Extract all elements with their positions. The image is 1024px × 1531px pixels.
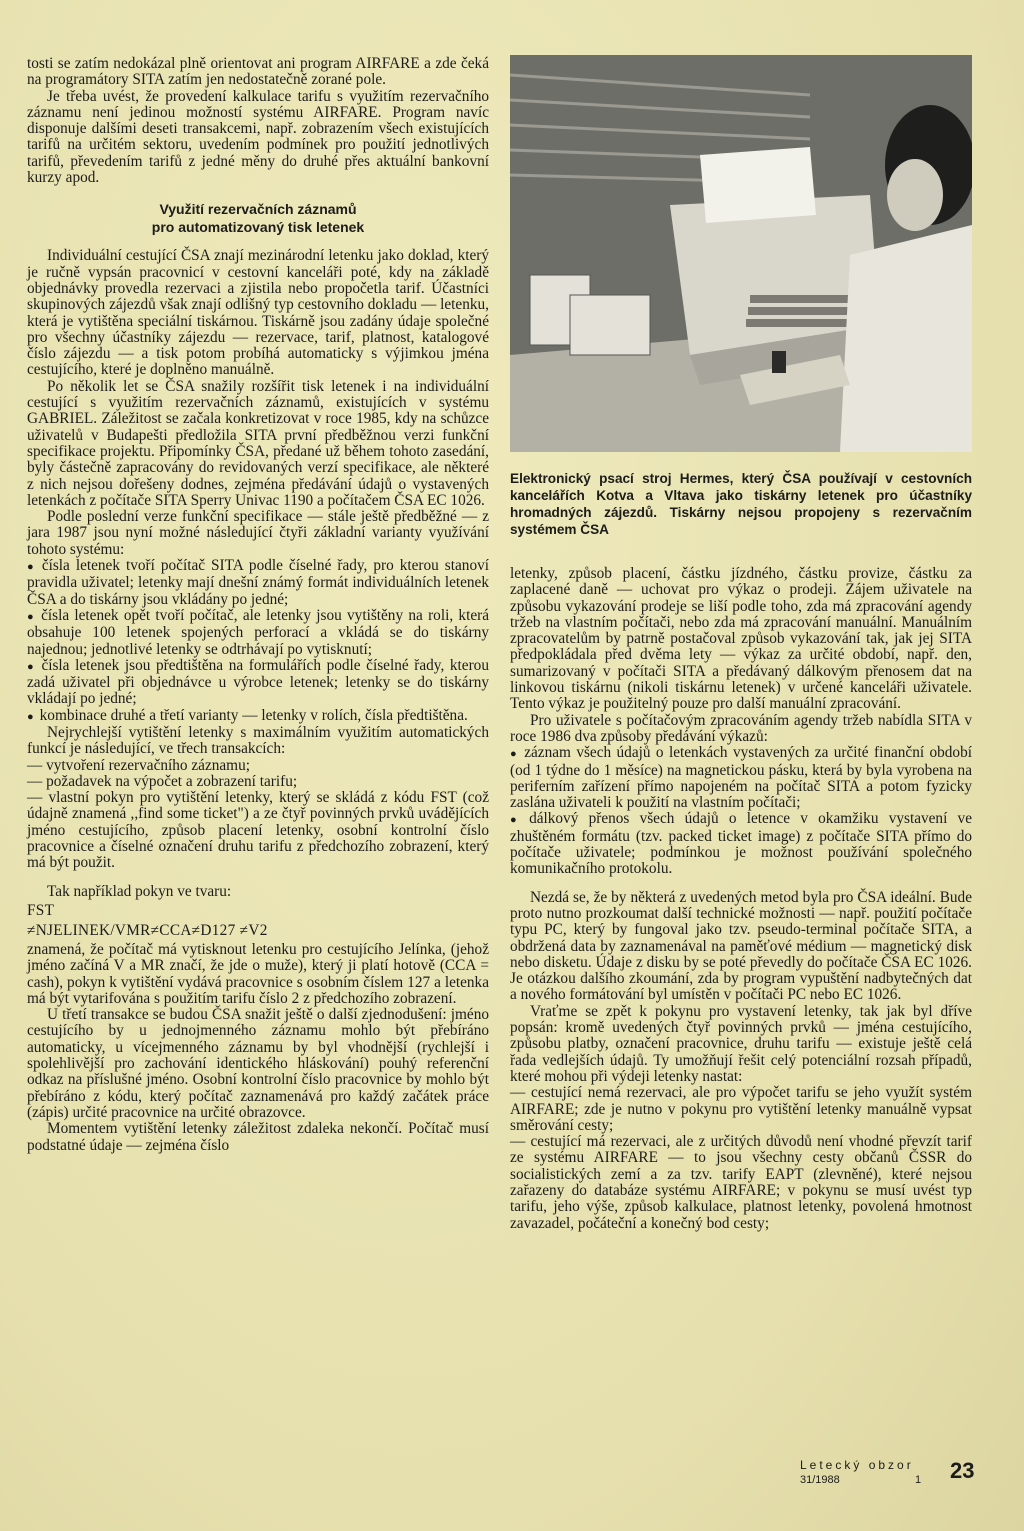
heading-line-2: pro automatizovaný tisk letenek (151, 219, 365, 236)
bullet-item (27, 558, 489, 608)
bullet-icon: ● (27, 710, 34, 723)
paragraph: U třetí transakce se budou ČSA snažit ještě o další zjednodušení: jméno cestujícího by u jednojmenného záznamu mohlo být přebíráno automaticky, u vícejmenného záznamu by byl vhodnější (rychlejší i spolehlivější pro zachování identického hláskování) pouhý referenční odkaz na příslušné jméno. Osobní kontrolní číslo pracovnice by mohlo být přebíráno z kódu, který počítač zaznamenává pro každý začátek práce (zápis) určité pracovnice na určité obrazovce. (27, 1006, 489, 1121)
photo-illustration (510, 55, 972, 452)
paragraph: Po několik let se ČSA snažily rozšířit tisk letenek i na individuální cestující s využitím rezervačních záznamů, existujících v systému GABRIEL. Záležitost se začala konkretizovat v roce 1985, kdy na schůzce uživatelů v Budapešti předložila SITA první předběžnou verzi funkční specifikace projektu. Připomínky ČSA, předané už během tohoto zasedání, byly částečně zapracovány do revidovaných verzí specifikace, ale některé z nich nejsou dořešeny dodnes, zejména předávání údajů o vystavených letenkách z počítače SITA Sperry Univac 1190 a počítačem ČSA EC 1026. (27, 377, 489, 509)
page-number: 23 (950, 1458, 975, 1483)
issue-label: 31/1988 (800, 1474, 840, 1486)
dash-item: — požadavek na výpočet a zobrazení tarifu; (27, 772, 298, 790)
paragraph: Pro uživatele s počítačovým zpracováním agendy tržeb nabídla SITA v roce 1986 dva způsoby předávání výkazů: (510, 711, 972, 745)
dash-item: — vytvoření rezervačního záznamu; (27, 756, 250, 774)
issue-number: 1 (915, 1474, 922, 1486)
intro-paragraph: tosti se zatím nedokázal plně orientovat ani program AIRFARE a zde čeká na programátory SITA zatím jen nedostatečně zorané pole. (27, 55, 489, 89)
bullet-icon: ● (27, 660, 36, 673)
paragraph: letenky, způsob placení, částku jízdného, částku provize, částku za zaplacené daně — uchovat pro výkaz o prodeji. Zájem uživatele na způsobu vykazování prodeje se liší podle toho, zda má zpracování agendy tržeb na vlastním počítači, nebo zda má zpracování manuální. Manuálním zpracovatelům by patrně postačoval způsob vykazování tak, jak jej SITA předpokládala před dvěma lety — výkaz za určité období, např. den, sumarizovaný v počítači SITA a předávaný dálkovým přenosem dat na linkovou tiskárnu (nikoli tiskárnu letenek) v určené kanceláři uživatele. Tento výkaz je použitelný pouze pro další manuální zpracování. (510, 565, 972, 713)
paragraph: Nejrychlejší vytištění letenky s maximálním využitím automatických funkcí je následující, ve třech transakcích: (27, 723, 489, 758)
left-column (27, 56, 489, 1154)
bullet-text: čísla letenek opět tvoří počítač, ale letenky jsou vytištěny na roli, která obsahuje 100 letenek spojených perforací a vkládá se do tiskárny najednou; jednotlivé letenky se odtrhávají po vytisknutí; (27, 606, 489, 658)
paragraph: znamená, že počítač má vytisknout letenku pro cestujícího Jelínka, (jehož jméno začíná V a MR značí, že jde o muže), který ji platí hotově (CCA = cash), pokyn k vytištění vydává pracovnice s osobním číslem 127 a letenka má být vytarifována s použitím tarifu číslo 2 z předchozího zobrazení. (27, 940, 489, 1007)
paragraph: Nezdá se, že by některá z uvedených metod byla pro ČSA ideální. Bude proto nutno prozkoumat další technické možnosti — např. použití počítače typu PC, který by fungoval jako tzv. pseudo-terminal počítače SITA, a obdržená data by zaznamenával na paměťové médium — magnetický disk nebo disketu. Údaje z disku by se poté převedly do počítače ČSA EC 1026. Je otázkou dalšího zkoumání, zda by program vypuštění nadbytečných dat a nového formátování byl umístěn v počítači PC nebo EC 1026. (510, 888, 972, 1004)
dash-item: — cestující má rezervaci, ale z určitých důvodů není vhodné převzít tarif ze systému AIRFARE — to jsou všechny cesty občanů ČSSR do socialistických zemí a za tzv. tarify EAPT (zlevněné), které nejsou zařazeny do databáze systému AIRFARE; v pokynu se musí uvést typ tarifu, jeho výše, způsob kalkulace, platnost letenky, povolená hmotnost zavazadel, počáteční a konečný bod cesty; (510, 1133, 972, 1232)
photo-caption: Elektronický psací stroj Hermes, který ČSA používají v cestovních kancelářích Kotva a Vltava jako tiskárny letenek pro účastníky hromadných zájezdů. Tiskárny nejsou propojeny s rezervačním systémem ČSA (510, 471, 972, 537)
command-line-1: FST (27, 901, 55, 919)
paragraph: Momentem vytištění letenky záležitost zdaleka nekončí. Počítač musí podstatné údaje — zejména číslo (27, 1120, 489, 1154)
magazine-title: Letecký obzor (800, 1458, 914, 1472)
bullet-item (27, 708, 489, 725)
dash-item: — vlastní pokyn pro vytištění letenky, který se skládá z kódu FST (což údajně znamená ,,find some ticket") a ze čtyř povinných prvků uvádějících jméno cestujícího, způsob placení letenky, osobní kontrolní číslo pracovnice a číselné označení druhu tarifu z předchozího zobrazení, který má být použit. (27, 789, 489, 872)
paragraph: Podle poslední verze funkční specifikace — stále ještě předběžné — z jara 1987 jsou nyní možné následující čtyři základní varianty využívání tohoto systému: (27, 508, 489, 558)
bullet-text: záznam všech údajů o letenkách vystavených za určité finanční období (od 1 týdne do 1 měsíce) na magnetickou pásku, která by byla vyrobena na periferním zařízení přímo napojeném na počítač SITA a potom fyzicky zaslána uživateli k použití na vlastním počítači; (510, 744, 972, 812)
paragraph: Je třeba uvést, že provedení kalkulace tarifu s využitím rezervačního záznamu není jedinou možností systému AIRFARE. Program navíc disponuje dalšími deseti transakcemi, např. zobrazením všech existujících tarifů na určitém sektoru, uvedením podmínek pro použití jednotlivých tarifů, převedením tarifů z jedné měny do druhé přes aktuální bankovní kurzy apod. (27, 87, 489, 187)
bullet-text: kombinace druhé a třetí varianty — letenky v rolích, čísla předtištěna. (39, 706, 468, 724)
bullet-item (27, 608, 489, 658)
bullet-text: čísla letenek jsou předtištěna na formulářích podle číselné řady, kterou zadá uživatel při objednávce u výrobce letenek; letenky se do tiskárny vkládají po jedné; (27, 656, 489, 708)
photo-hermes-typewriter (510, 55, 972, 452)
bullet-item (27, 658, 489, 708)
bullet-item (510, 811, 972, 877)
heading-line-1: Využití rezervačních záznamů (159, 201, 357, 218)
paragraph: Tak například pokyn ve tvaru: (47, 882, 232, 900)
bullet-icon: ● (510, 814, 524, 827)
bullet-icon: ● (27, 610, 36, 623)
section-heading (27, 200, 489, 236)
paragraph: Individuální cestující ČSA znají mezinárodní letenku jako doklad, který je ručně vypsán pracovnicí v cestovní kanceláři poté, kdy na základě objednávky provedla rezervaci a zjistila nebo propočetla tarif. Účastníci skupinových zájezdů však znají odlišný typ cestovního dokladu — letenku, která je vytištěna speciální tiskárnou. Tiskárně jsou zadány údaje společné pro všechny účastníky zájezdu — rezervace, tarif, platnost, katalogové číslo zájezdu — a tisk potom probíhá automaticky s výjimkou jména cestujícího, které je doplněno manuálně. (27, 247, 489, 379)
command-line-2: ≠NJELINEK/VMR≠CCA≠D127 ≠V2 (27, 921, 268, 939)
bullet-text: čísla letenek tvoří počítač SITA podle číselné řady, pro kterou stanoví pravidla uživatel; letenky mají dnešní známý formát individuálních letenek ČSA a do tiskárny jsou vkládány po jedné; (27, 557, 489, 608)
bullet-text: dálkový přenos všech údajů o letence v okamžiku vystavení ve zhuštěném formátu (tzv. packed ticket image) z počítače SITA přímo do počítače uživatele; podmínkou je možnost používání společného komunikačního protokolu. (510, 810, 972, 878)
right-column (510, 566, 972, 1232)
dash-item: — cestující nemá rezervaci, ale pro výpočet tarifu se jeho využít systém AIRFARE; zde je nutno v pokynu pro vytištění letenky manuálně vypsat směrování cesty; (510, 1084, 972, 1134)
bullet-icon: ● (27, 561, 36, 574)
paragraph: Vraťme se zpět k pokynu pro vystavení letenky, tak jak byl dříve popsán: kromě uvedených čtyř povinných prvků — jména cestujícího, způsobu platby, označení pracovnice, druhu tarifu — existuje ještě celá řada vedlejších údajů. Ty umožňují řešit celý potenciální rozsah případů, které mohou při výdeji letenky nastat: (510, 1002, 972, 1085)
bullet-icon: ● (510, 748, 519, 761)
bullet-item (510, 745, 972, 811)
